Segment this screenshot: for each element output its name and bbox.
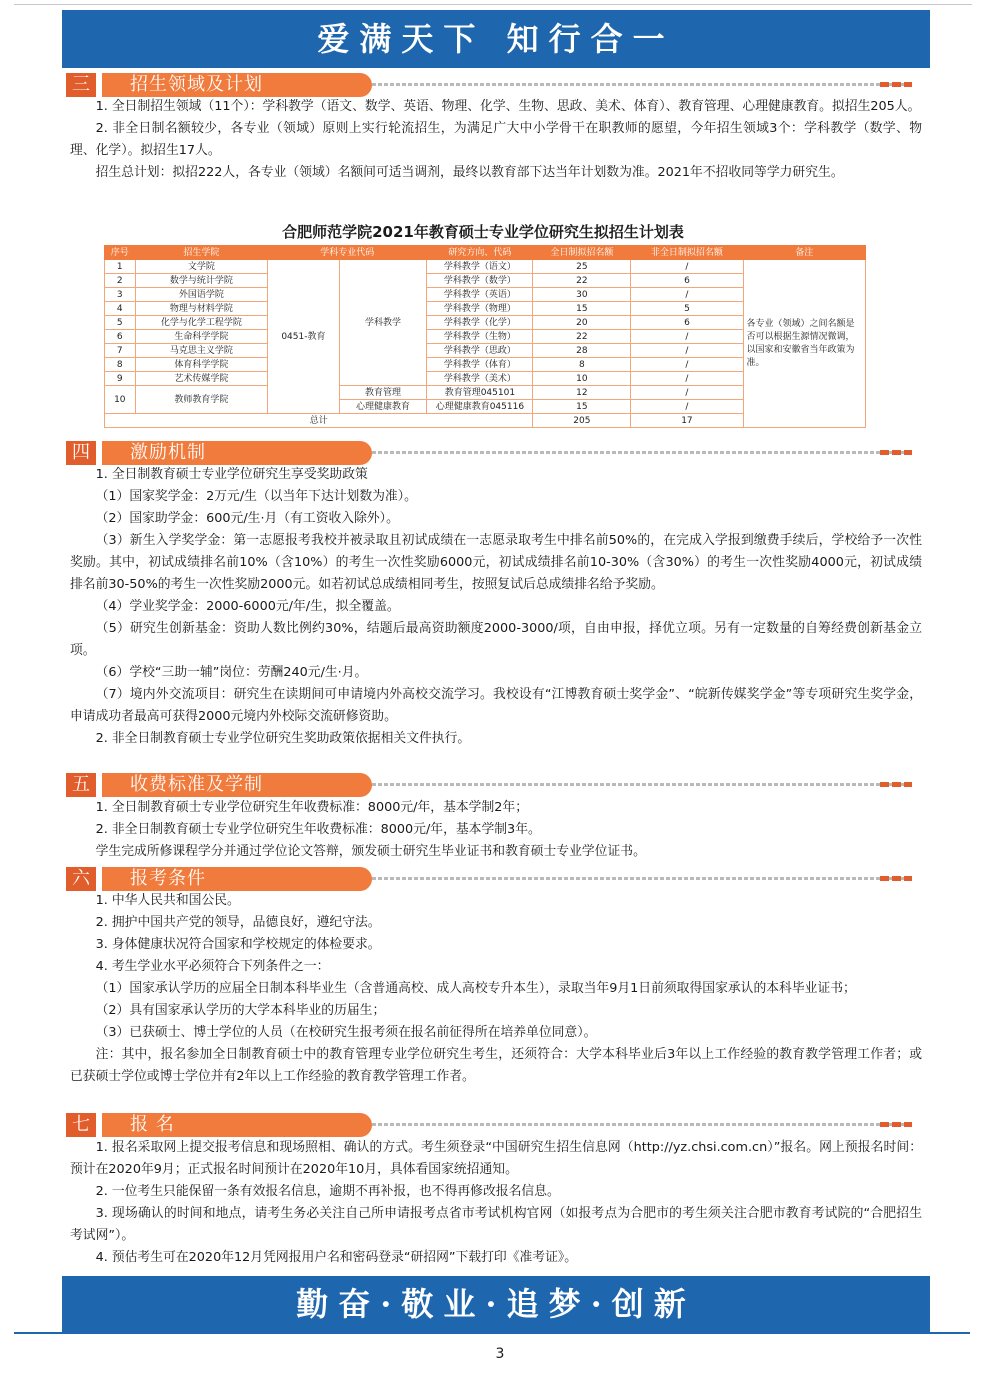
cell-field: 心理健康教育 <box>339 400 427 414</box>
section-rule <box>372 783 904 786</box>
section-4-title: 激励机制 <box>102 441 372 465</box>
cell-school: 数学与统计学院 <box>135 274 268 288</box>
cell-direction: 学科教学（美术） <box>427 372 533 386</box>
paragraph: 3. 身体健康状况符合国家和学校规定的体检要求。 <box>95 937 381 952</box>
cell-direction: 学科教学（物理） <box>427 302 533 316</box>
top-rule <box>14 4 972 5</box>
paragraph: （1）国家承认学历的应届全日制本科毕业生（含普通高校、成人高校专升本生），录取当年9月1日前须取得国家承认的本科毕业证书； <box>95 981 856 996</box>
cell-direction: 学科教学（思政） <box>427 344 533 358</box>
header-cell: 全日制拟招名额 <box>533 246 631 260</box>
section-5-title: 收费标准及学制 <box>102 773 372 797</box>
section-dash <box>880 82 912 87</box>
cell-parttime: / <box>631 344 743 358</box>
cell-direction: 学科教学（数学） <box>427 274 533 288</box>
paragraph: 学生完成所修课程学分并通过学位论文答辩，颁发硕士研究生毕业证书和教育硕士专业学位证书。 <box>95 844 646 859</box>
cell-fulltime: 28 <box>533 344 631 358</box>
cell-direction: 学科教学（化学） <box>427 316 533 330</box>
cell-fulltime: 10 <box>533 372 631 386</box>
paragraph: 4. 预估考生可在2020年12月凭网报用户名和密码登录“研招网”下载打印《准考证》。 <box>95 1250 578 1265</box>
section-3-body <box>70 96 922 184</box>
section-rule <box>372 877 904 880</box>
section-rule <box>372 83 904 86</box>
cell-parttime: / <box>631 400 743 414</box>
cell-fulltime: 8 <box>533 358 631 372</box>
paragraph: （2）具有国家承认学历的大学本科毕业的历届生； <box>95 1003 386 1018</box>
section-rule <box>372 451 904 454</box>
cell-parttime: 5 <box>631 302 743 316</box>
cell-parttime: / <box>631 372 743 386</box>
cell-direction: 学科教学（体育） <box>427 358 533 372</box>
bottom-rule <box>14 1332 970 1334</box>
section-7-header <box>66 1112 912 1138</box>
cell-no: 7 <box>105 344 136 358</box>
paragraph: （1）国家奖学金：2万元/生（以当年下达计划数为准）。 <box>95 489 417 504</box>
cell-parttime: / <box>631 260 743 274</box>
section-3-number: 三 <box>66 73 96 97</box>
paragraph: 注：其中，报名参加全日制教育硕士中的教育管理专业学位研究生考生，还须符合：大学本科毕业后3年以上工作经验的教育教学管理工作者；或已获硕士学位或博士学位并有2年以上工作经验的教育教学管理工作者。 <box>70 1047 922 1084</box>
cell-fulltime: 25 <box>533 260 631 274</box>
section-5-header <box>66 772 912 798</box>
cell-school: 马克思主义学院 <box>135 344 268 358</box>
cell-fulltime: 22 <box>533 330 631 344</box>
table-header-row <box>105 246 866 260</box>
header-cell: 研究方向、代码 <box>427 246 533 260</box>
cell-fulltime: 22 <box>533 274 631 288</box>
cell-no: 3 <box>105 288 136 302</box>
cell-total-parttime: 17 <box>631 414 743 428</box>
cell-fulltime: 20 <box>533 316 631 330</box>
section-5-body <box>70 797 922 863</box>
paragraph: 1. 全日制教育硕士专业学位研究生年收费标准：8000元/年，基本学制2年； <box>95 800 529 815</box>
cell-school: 外国语学院 <box>135 288 268 302</box>
cell-parttime: 6 <box>631 274 743 288</box>
paragraph: 1. 中华人民共和国公民。 <box>95 893 240 908</box>
cell-fulltime: 12 <box>533 386 631 400</box>
cell-direction: 心理健康教育045116 <box>427 400 533 414</box>
cell-parttime: / <box>631 288 743 302</box>
paragraph: 1. 全日制教育硕士专业学位研究生享受奖助政策 <box>95 467 368 482</box>
section-dash <box>880 450 912 455</box>
cell-field: 学科教学 <box>339 260 427 386</box>
paragraph: 招生总计划：拟招222人，各专业（领域）名额间可适当调剂，最终以教育部下达当年计划数为准。2021年不招收同等学力研究生。 <box>95 165 844 180</box>
paragraph: （6）学校“三助一辅”岗位：劳酬240元/生·月。 <box>95 665 368 680</box>
paragraph: 2. 一位考生只能保留一条有效报名信息，逾期不再补报，也不得再修改报名信息。 <box>95 1184 560 1199</box>
footer-banner: 勤奋·敬业·追梦·创新 <box>62 1276 930 1332</box>
paragraph: 1. 报名采取网上提交报考信息和现场照相、确认的方式。考生须登录“中国研究生招生信息网（http://yz.chsi.com.cn）”报名。网上预报名时间：预计在2020年9月；正式报名时间预计在2020年10月，具体看国家统招通知。 <box>70 1140 922 1177</box>
enrollment-plan-table <box>104 245 866 428</box>
section-4-number: 四 <box>66 441 96 465</box>
cell-total-label: 总计 <box>105 414 533 428</box>
table-row <box>105 260 866 274</box>
cell-direction: 学科教学（生物） <box>427 330 533 344</box>
cell-school: 生命科学学院 <box>135 330 268 344</box>
cell-no: 8 <box>105 358 136 372</box>
header-cell: 招生学院 <box>135 246 268 260</box>
paragraph: 2. 非全日制名额较少，各专业（领域）原则上实行轮流招生，为满足广大中小学骨干在职教师的愿望，今年招生领域3个：学科教学（数学、物理、化学）。拟招生17人。 <box>70 121 922 158</box>
section-7-title: 报 名 <box>102 1113 372 1137</box>
paragraph: （4）学业奖学金：2000-6000元/年/生，拟全覆盖。 <box>95 599 400 614</box>
cell-school: 化学与化学工程学院 <box>135 316 268 330</box>
cell-note: 各专业（领域）之间名额是否可以根据生源情况微调，以国家和安徽省当年政策为准。 <box>743 260 865 428</box>
header-cell: 序号 <box>105 246 136 260</box>
paragraph: 2. 非全日制教育硕士专业学位研究生年收费标准：8000元/年，基本学制3年。 <box>95 822 541 837</box>
cell-parttime: / <box>631 330 743 344</box>
cell-no: 2 <box>105 274 136 288</box>
cell-no: 9 <box>105 372 136 386</box>
section-5-number: 五 <box>66 773 96 797</box>
cell-school: 物理与材料学院 <box>135 302 268 316</box>
cell-parttime: / <box>631 386 743 400</box>
section-6-header <box>66 866 912 892</box>
cell-no: 4 <box>105 302 136 316</box>
header-cell: 学科专业代码 <box>268 246 427 260</box>
cell-school: 教师教育学院 <box>135 386 268 414</box>
cell-no: 5 <box>105 316 136 330</box>
header-cell: 备注 <box>743 246 865 260</box>
cell-no: 10 <box>105 386 136 414</box>
cell-field: 教育管理 <box>339 386 427 400</box>
paragraph: 4. 考生学业水平必须符合下列条件之一： <box>95 959 330 974</box>
paragraph: （3）新生入学奖学金：第一志愿报考我校并被录取且初试成绩在一志愿录取考生中排名前50%的，在完成入学报到缴费手续后，学校给予一次性奖励。其中，初试成绩排名前10%（含10%）的考生一次性奖励6000元，初试成绩排名前10-30%（含30%）的考生一次性奖励4000元，初试成绩排名前30-50%的考生一次性奖励2000元。如若初试总成绩相同考生，按照复试后总成绩排名给予奖励。 <box>70 533 922 592</box>
section-3-title: 招生领域及计划 <box>102 73 372 97</box>
section-6-number: 六 <box>66 867 96 891</box>
section-3-header <box>66 72 912 98</box>
table-title: 合肥师范学院2021年教育硕士专业学位研究生拟招生计划表 <box>282 223 684 241</box>
cell-fulltime: 15 <box>533 302 631 316</box>
paragraph: 2. 拥护中国共产党的领导，品德良好，遵纪守法。 <box>95 915 381 930</box>
section-7-body <box>70 1137 922 1269</box>
cell-fulltime: 30 <box>533 288 631 302</box>
section-dash <box>880 1122 912 1127</box>
section-dash <box>880 782 912 787</box>
section-4-header <box>66 440 912 466</box>
section-4-body <box>70 464 922 750</box>
cell-no: 6 <box>105 330 136 344</box>
cell-code: 0451-教育 <box>268 260 339 414</box>
cell-no: 1 <box>105 260 136 274</box>
header-cell: 非全日制拟招名额 <box>631 246 743 260</box>
section-6-title: 报考条件 <box>102 867 372 891</box>
cell-school: 艺术传媒学院 <box>135 372 268 386</box>
paragraph: （7）境内外交流项目：研究生在读期间可申请境内外高校交流学习。我校设有“江博教育硕士奖学金”、“皖新传媒奖学金”等专项研究生奖学金，申请成功者最高可获得2000元境内外校际交流研修资助。 <box>70 687 922 724</box>
paragraph: （5）研究生创新基金：资助人数比例约30%，结题后最高资助额度2000-3000/项，自由申报，择优立项。另有一定数量的自筹经费创新基金立项。 <box>70 621 922 658</box>
paragraph: 1. 全日制招生领域（11个）：学科教学（语文、数学、英语、物理、化学、生物、思政、美术、体育）、教育管理、心理健康教育。拟招生205人。 <box>95 99 921 114</box>
cell-direction: 学科教学（英语） <box>427 288 533 302</box>
page-number: 3 <box>495 1346 505 1362</box>
cell-parttime: 6 <box>631 316 743 330</box>
paragraph: 3. 现场确认的时间和地点，请考生务必关注自己所申请报考点省市考试机构官网（如报考点为合肥市的考生须关注合肥市教育考试院的“合肥招生考试网”）。 <box>70 1206 922 1243</box>
paragraph: （3）已获硕士、博士学位的人员（在校研究生报考须在报名前征得所在培养单位同意）。 <box>95 1025 597 1040</box>
paragraph: 2. 非全日制教育硕士专业学位研究生奖助政策依据相关文件执行。 <box>95 731 471 746</box>
cell-direction: 学科教学（语文） <box>427 260 533 274</box>
cell-direction: 教育管理045101 <box>427 386 533 400</box>
cell-school: 文学院 <box>135 260 268 274</box>
cell-school: 体育科学学院 <box>135 358 268 372</box>
cell-total-fulltime: 205 <box>533 414 631 428</box>
section-7-number: 七 <box>66 1113 96 1137</box>
cell-parttime: / <box>631 358 743 372</box>
cell-fulltime: 15 <box>533 400 631 414</box>
header-banner: 爱满天下 知行合一 <box>62 10 930 68</box>
section-6-body <box>70 890 922 1088</box>
paragraph: （2）国家助学金：600元/生·月（有工资收入除外）。 <box>95 511 399 526</box>
section-rule <box>372 1123 904 1126</box>
section-dash <box>880 876 912 881</box>
